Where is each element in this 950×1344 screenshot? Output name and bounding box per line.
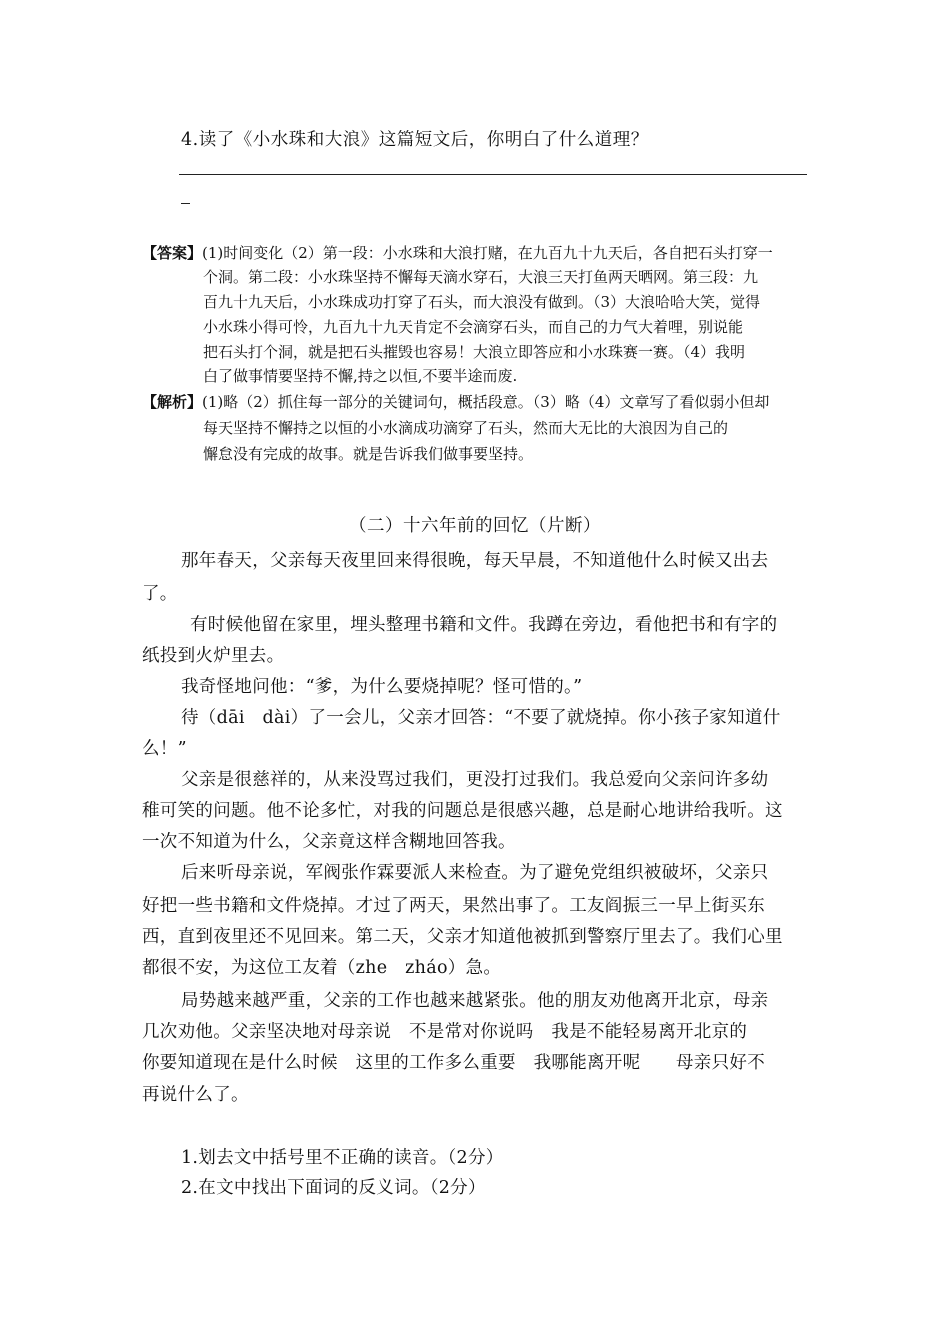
passage-line: 再说什么了。: [142, 1085, 249, 1105]
question-4: 4.读了《小水珠和大浪》这篇短文后，你明白了什么道理？: [181, 130, 649, 150]
passage-line: 么！”: [142, 739, 187, 759]
passage-line: 好把一些书籍和文件烧掉。才过了两天，果然出事了。工友阎振三一早上街买东: [142, 896, 765, 916]
passage-line: 待（dāi dài）了一会儿，父亲才回答：“不要了就烧掉。你小孩子家知道什: [181, 708, 781, 728]
analysis-line-2: 每天坚持不懈持之以恒的小水滴成功滴穿了石头，然而大无比的大浪因为自己的: [203, 419, 729, 437]
answer-line-2: 个洞。第二段：小水珠坚持不懈每天滴水穿石，大浪三天打鱼两天晒网。第三段：九: [203, 268, 759, 286]
passage-line: 了。: [142, 584, 178, 604]
passage-line: 纸投到火炉里去。: [142, 646, 285, 666]
passage-line: 西，直到夜里还不见回来。第二天，父亲才知道他被抓到警察厅里去了。我们心里: [142, 927, 783, 947]
passage-line: 有时候他留在家里，埋头整理书籍和文件。我蹲在旁边，看他把书和有字的: [190, 615, 778, 635]
answer-line-1: (1)时间变化（2）第一段：小水珠和大浪打赌，在九百九十九天后，各自把石头打穿一: [202, 244, 773, 262]
analysis-line-3: 懈怠没有完成的故事。就是告诉我们做事要坚持。: [203, 445, 534, 463]
passage-line: 都很不安，为这位工友着（zhe zháo）急。: [142, 958, 502, 978]
question-1: 1.划去文中括号里不正确的读音。（2分）: [181, 1148, 504, 1168]
passage-line: 父亲是很慈祥的，从来没骂过我们，更没打过我们。我总爱向父亲问许多幼: [181, 770, 769, 790]
question-2: 2.在文中找出下面词的反义词。（2分）: [181, 1178, 486, 1198]
answer-line-tail: [181, 203, 190, 204]
answer-line: [179, 174, 807, 175]
answer-line-6: 白了做事情要坚持不懈,持之以恒,不要半途而废.: [203, 367, 518, 385]
passage-line: 后来听母亲说，军阀张作霖要派人来检查。为了避免党组织被破坏，父亲只: [181, 863, 769, 883]
answer-line-5: 把石头打个洞，就是把石头摧毁也容易！大浪立即答应和小水珠赛一赛。（4）我明: [203, 343, 746, 361]
answer-line-3: 百九十九天后，小水珠成功打穿了石头，而大浪没有做到。（3）大浪哈哈大笑，觉得: [203, 293, 761, 311]
passage-line: 那年春天，父亲每天夜里回来得很晚，每天早晨，不知道他什么时候又出去: [181, 551, 769, 571]
passage-line: 我奇怪地问他：“爹，为什么要烧掉呢？怪可惜的。”: [181, 677, 583, 697]
analysis-tag: 【解析】: [142, 393, 203, 411]
answer-line-4: 小水珠小得可怜，九百九十九天肯定不会滴穿石头，而自己的力气大着哩，别说能: [203, 318, 744, 336]
passage-line: 几次劝他。父亲坚决地对母亲说 不是常对你说吗 我是不能轻易离开北京的: [142, 1022, 748, 1042]
analysis-line-1: (1)略（2）抓住每一部分的关键词句，概括段意。（3）略（4）文章写了看似弱小但却: [202, 393, 770, 411]
passage-line: 稚可笑的问题。他不论多忙，对我的问题总是很感兴趣，总是耐心地讲给我听。这: [142, 801, 783, 821]
passage-line: 一次不知道为什么，父亲竟这样含糊地回答我。: [142, 832, 516, 852]
passage-line: 你要知道现在是什么时候 这里的工作多么重要 我哪能离开呢 母亲只好不: [142, 1053, 765, 1073]
passage-line: 局势越来越严重，父亲的工作也越来越紧张。他的朋友劝他离开北京，母亲: [181, 991, 769, 1011]
answer-tag: 【答案】: [142, 244, 203, 262]
passage-title: （二）十六年前的回忆（片断）: [349, 516, 601, 536]
